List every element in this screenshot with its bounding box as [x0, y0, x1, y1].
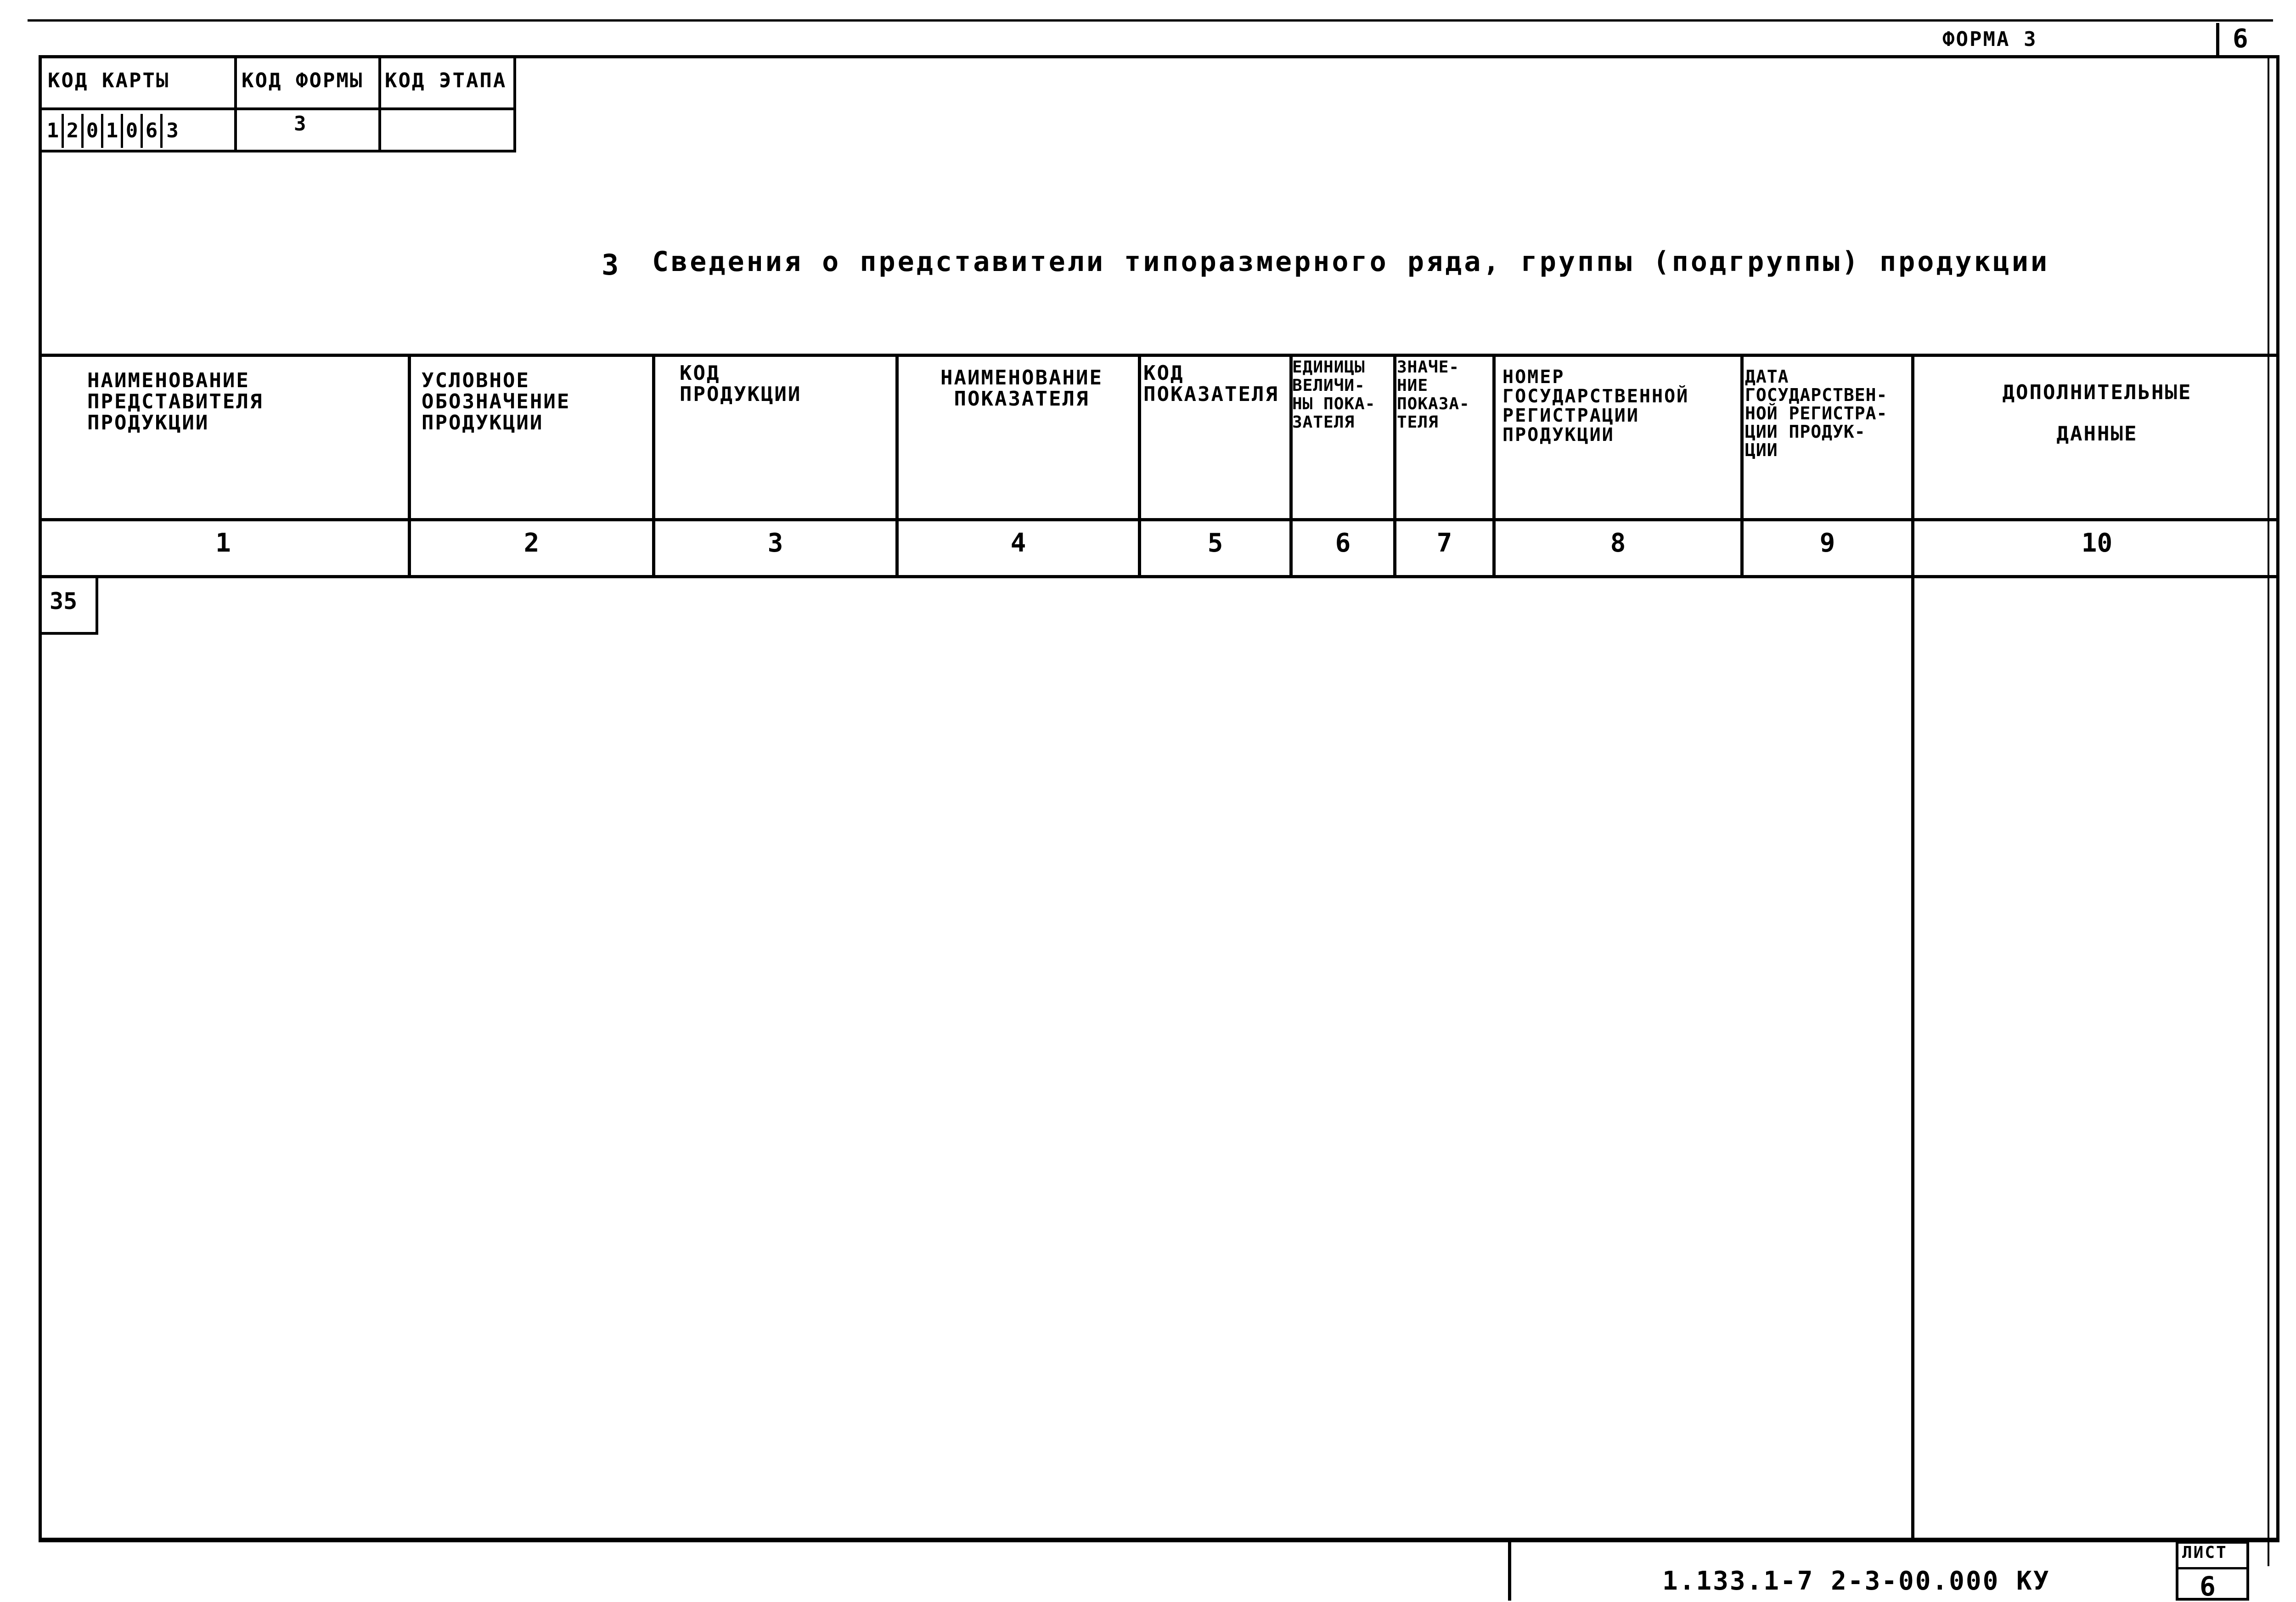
doc-code: 1.133.1-7 2-3-00.000 КУ — [1662, 1566, 2050, 1596]
form-code-value: 3 — [294, 112, 306, 135]
card-digit: 3 — [166, 119, 179, 142]
col-divider — [1492, 354, 1496, 578]
header-bottom-rule — [39, 518, 2279, 521]
stage-code-value-cell — [378, 107, 516, 152]
sheet-number: 6 — [2200, 1571, 2216, 1602]
page-box-divider — [2216, 23, 2219, 55]
card-digit: 1 — [44, 114, 64, 148]
col-number-7: 7 — [1436, 528, 1452, 558]
stamp-divider — [1508, 1538, 1511, 1601]
col-header-4: НАИМЕНОВАНИЕ ПОКАЗАТЕЛЯ — [940, 366, 1103, 411]
card-digit: 2 — [64, 114, 84, 148]
card-digit: 0 — [123, 114, 143, 148]
col-number-3: 3 — [767, 528, 783, 558]
col-divider — [1740, 354, 1744, 578]
card-code-label: КОД КАРТЫ — [48, 69, 170, 92]
col-header-9: ДАТА ГОСУДАРСТВЕН- НОЙ РЕГИСТРА- ЦИИ ПРОДУК- ЦИИ — [1745, 367, 1888, 460]
card-digit: 0 — [84, 114, 103, 148]
section-title: Сведения о представители типоразмерного ряда, группы (подгруппы) продукции — [652, 246, 2050, 278]
form-code-label: КОД ФОРМЫ — [242, 69, 364, 92]
col-number-1: 1 — [215, 528, 231, 558]
col-number-4: 4 — [1010, 528, 1026, 558]
col-number-2: 2 — [523, 528, 540, 558]
col-divider-last — [1911, 354, 1914, 1542]
sheet-label: ЛИСТ — [2182, 1543, 2228, 1562]
col-header-1: НАИМЕНОВАНИЕ ПРЕДСТАВИТЕЛЯ ПРОДУКЦИИ — [87, 369, 264, 434]
section-number: 3 — [602, 248, 621, 282]
col-header-8: НОМЕР ГОСУДАРСТВЕННОЙ РЕГИСТРАЦИИ ПРОДУКЦИИ — [1503, 367, 1689, 446]
sheet-box-divider — [2176, 1567, 2249, 1569]
col-number-10: 10 — [2081, 528, 2113, 558]
form-code-value-cell — [234, 107, 381, 152]
col-number-5: 5 — [1207, 528, 1223, 558]
col-divider — [652, 354, 655, 578]
col-header-5: КОД ПОКАЗАТЕЛЯ — [1143, 361, 1279, 406]
form-label: ФОРМА 3 — [1942, 28, 2037, 51]
col-header-3: КОД ПРОДУКЦИИ — [680, 361, 802, 406]
bottom-rule — [39, 1538, 2279, 1541]
top-rule — [28, 19, 2273, 22]
card-code-digits — [44, 114, 182, 148]
table-top-rule — [39, 354, 2279, 357]
card-digit: 6 — [143, 114, 163, 148]
col-header-2: УСЛОВНОЕ ОБОЗНАЧЕНИЕ ПРОДУКЦИИ — [422, 369, 571, 434]
col-divider — [408, 354, 411, 578]
col-number-6: 6 — [1335, 528, 1351, 558]
right-double-rule — [2268, 55, 2269, 1566]
stage-code-label: КОД ЭТАПА — [385, 69, 507, 92]
row-marker: 35 — [50, 588, 78, 615]
card-digit: 1 — [103, 114, 123, 148]
col-header-10: ДОПОЛНИТЕЛЬНЫЕ ДАННЫЕ — [2002, 381, 2192, 446]
col-number-9: 9 — [1819, 528, 1835, 558]
numbers-bottom-rule — [39, 575, 2279, 578]
col-divider — [895, 354, 899, 578]
col-divider — [1393, 354, 1396, 578]
col-number-8: 8 — [1610, 528, 1626, 558]
col-header-7: ЗНАЧЕ- НИЕ ПОКАЗА- ТЕЛЯ — [1397, 358, 1470, 432]
outer-frame — [39, 55, 2279, 1542]
col-divider — [1138, 354, 1141, 578]
col-header-6: ЕДИНИЦЫ ВЕЛИЧИ- НЫ ПОКА- ЗАТЕЛЯ — [1292, 358, 1376, 432]
top-page-number: 6 — [2233, 24, 2248, 54]
